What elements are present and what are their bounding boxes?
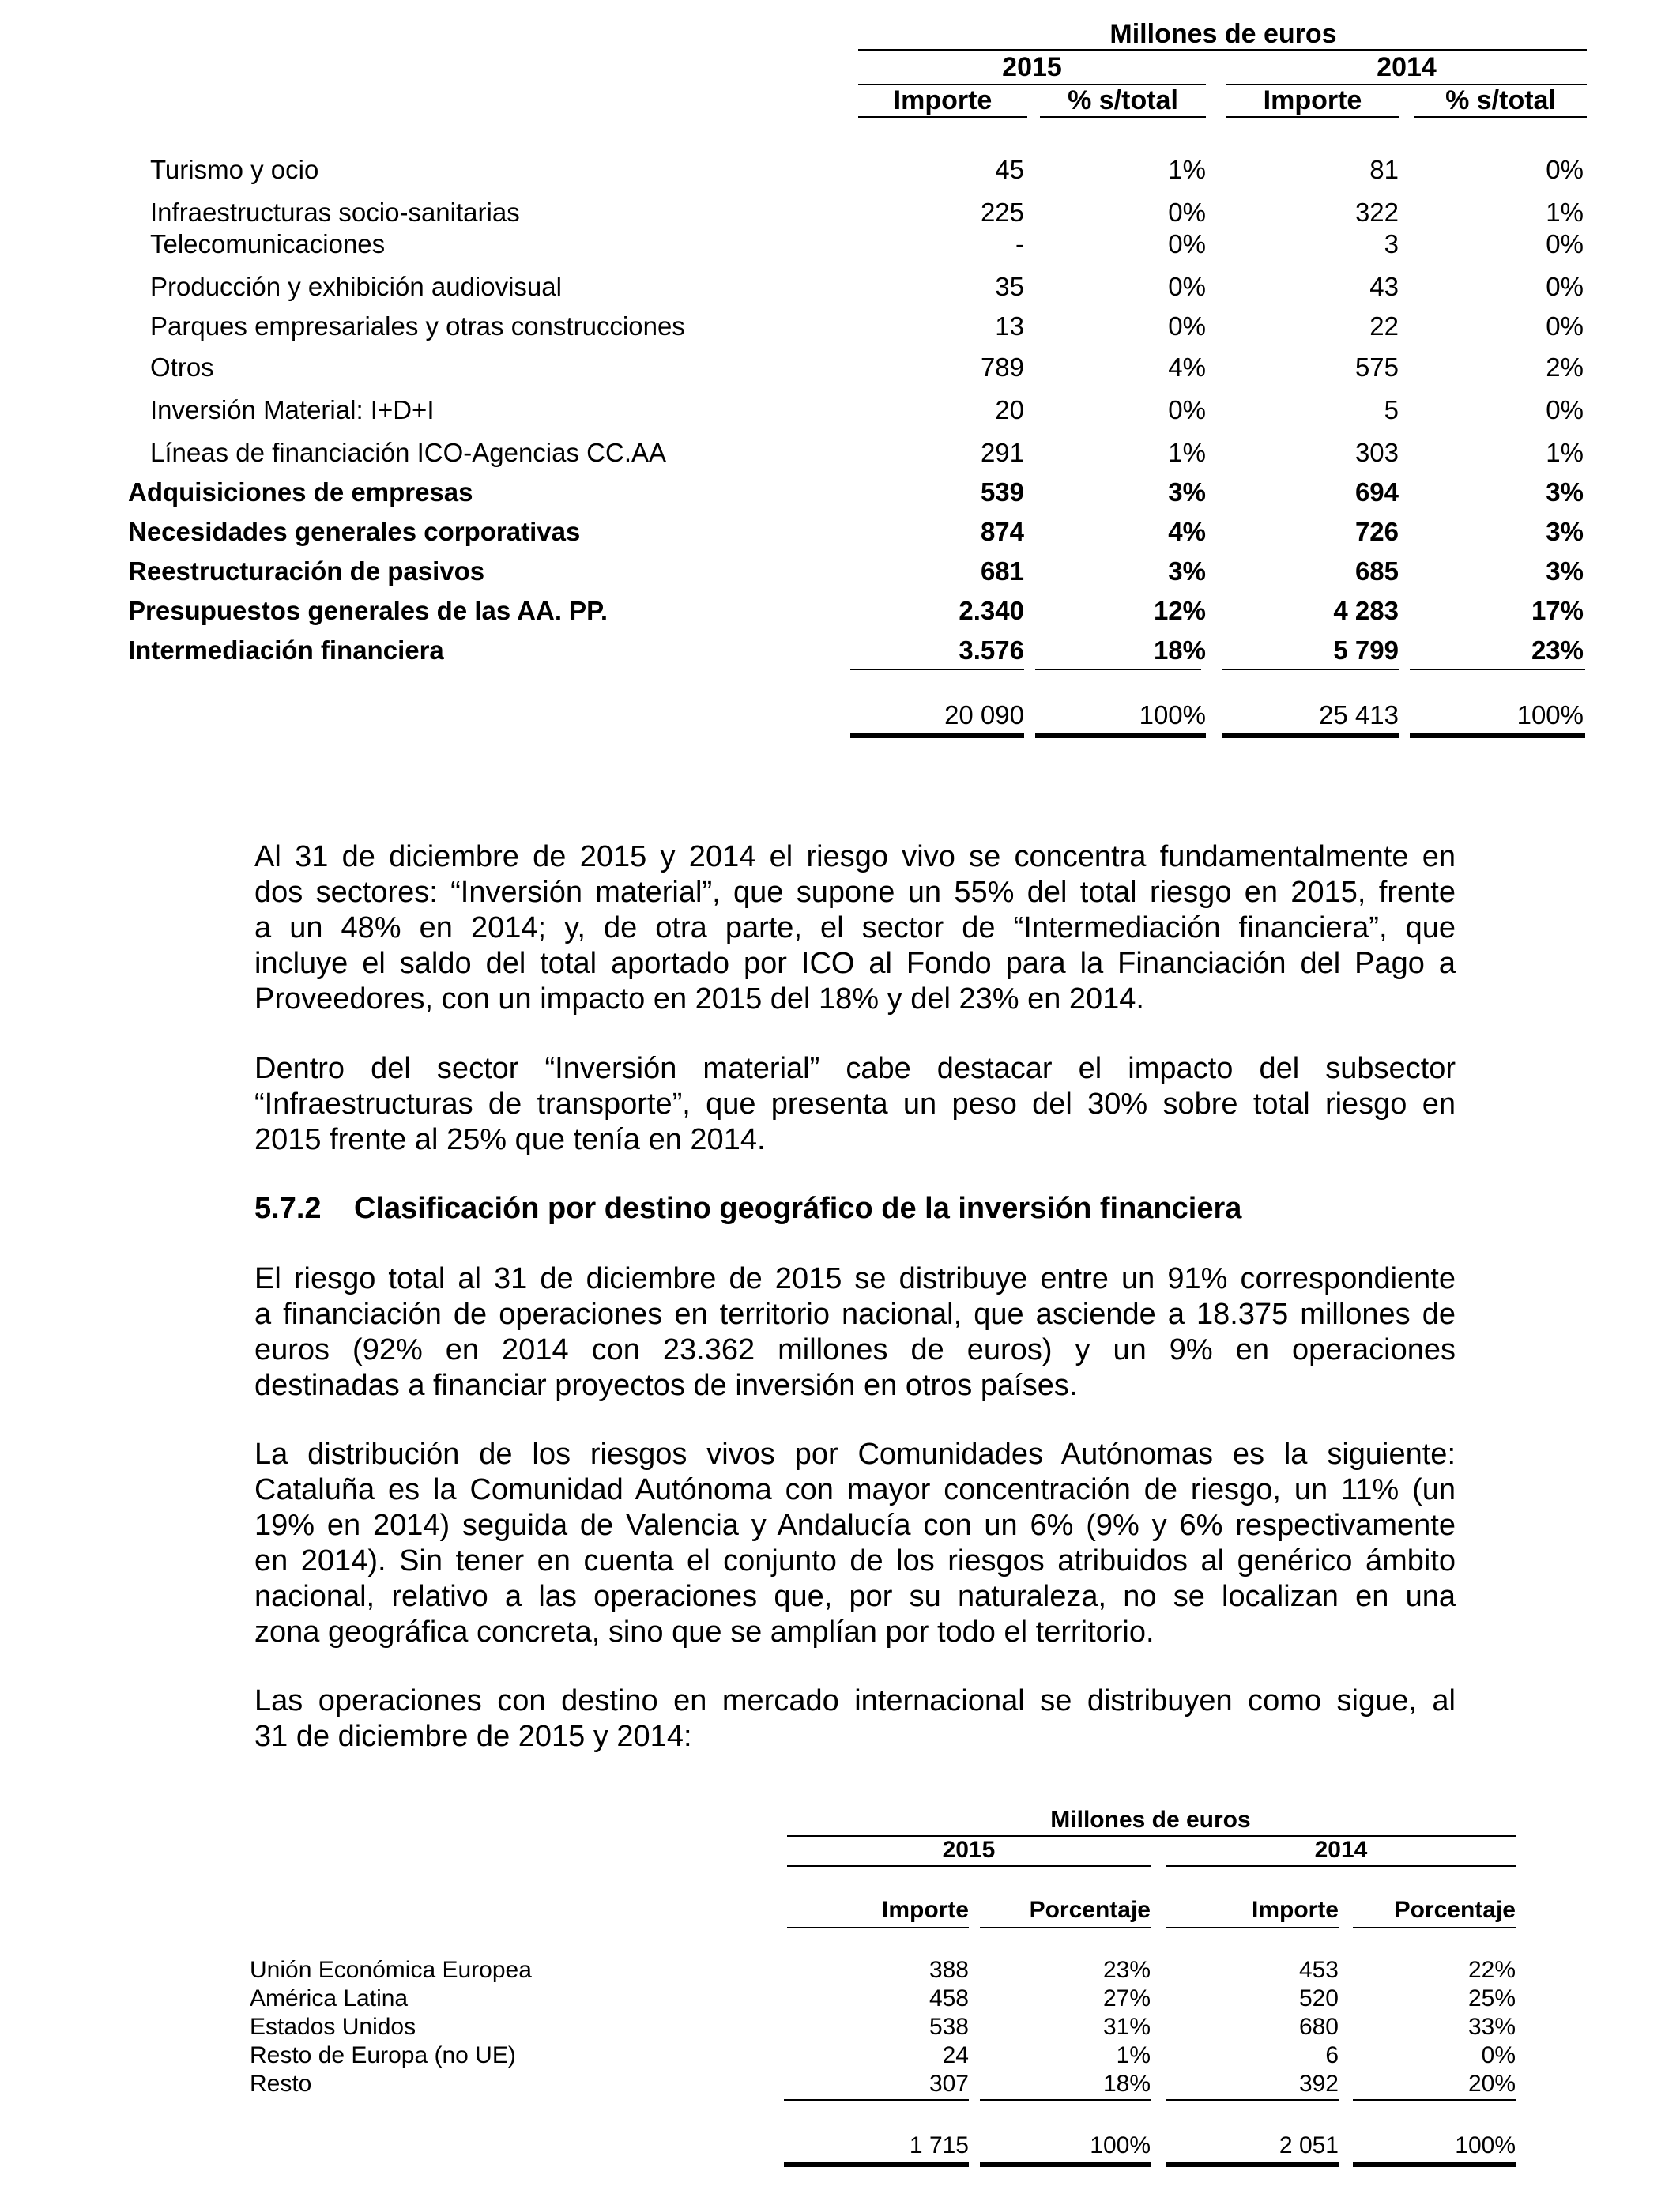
cell-importe-2014: 5 [1384, 395, 1399, 424]
cell-importe-2014: 680 [1298, 2014, 1339, 2040]
paragraph-line: Al 31 de diciembre de 2015 y 2014 el riesgo vivo se concentra fundamentalmente en [254, 840, 1456, 873]
table1-subtotal-rule [1222, 669, 1399, 670]
cell-importe-2015: 681 [980, 556, 1024, 586]
total-importe-2015: 20 090 [944, 700, 1024, 729]
cell-importe-2015: 35 [995, 272, 1024, 301]
table1-total-row [0, 700, 1680, 732]
cell-importe-2015: 539 [980, 477, 1024, 507]
section-heading [254, 1192, 1241, 1226]
cell-importe-2014: 520 [1298, 1985, 1339, 2011]
table2-col-rule [1353, 1927, 1516, 1928]
cell-pct-2014: 25% [1467, 1985, 1516, 2011]
cell-pct-2015: 31% [1102, 2014, 1151, 2040]
table1-col-importe-2015: Importe [893, 85, 993, 115]
table2-year-rule-2014 [1166, 1865, 1516, 1867]
paragraph-internacional [254, 1683, 1456, 1755]
cell-pct-2015: 18% [1153, 635, 1206, 665]
paragraph-line: El riesgo total al 31 de diciembre de 2015 se distribuye entre un 91% correspondiente [254, 1262, 1456, 1295]
cell-importe-2015: 3.576 [959, 635, 1024, 665]
row-label: Resto [250, 2071, 312, 2097]
cell-importe-2015: 388 [929, 1957, 969, 1983]
cell-importe-2014: 694 [1354, 477, 1399, 507]
paragraph-line: incluye el saldo del total aportado por ICO al Fondo para la Financiación del Pago a [254, 947, 1456, 980]
table-row [0, 477, 1680, 509]
cell-importe-2014: 81 [1369, 155, 1399, 184]
table1-col-pct-2015: % s/total [1068, 85, 1178, 115]
cell-pct-2015: 0% [1168, 311, 1206, 341]
cell-importe-2014: 685 [1354, 556, 1399, 586]
table1-year-2014: 2014 [1377, 52, 1437, 82]
table-row [0, 272, 1680, 303]
cell-importe-2014: 4 283 [1333, 596, 1399, 625]
cell-pct-2015: 3% [1168, 477, 1206, 507]
total-pct-2015: 100% [1139, 700, 1206, 729]
cell-importe-2014: 453 [1298, 1957, 1339, 1983]
table-row [0, 517, 1680, 548]
cell-pct-2015: 4% [1168, 517, 1206, 546]
table-row [0, 596, 1680, 628]
cell-pct-2014: 0% [1546, 229, 1584, 258]
paragraph-line: Dentro del sector “Inversión material” cabe destacar el impacto del subsector [254, 1052, 1456, 1085]
table2-subtotal-rule [980, 2099, 1151, 2101]
cell-importe-2014: 726 [1354, 517, 1399, 546]
row-label: Otros [150, 352, 214, 382]
table-row [0, 352, 1680, 384]
table1-subtotal-rule [1410, 669, 1585, 670]
table2-subtotal-rule [1166, 2099, 1339, 2101]
table-row [0, 635, 1680, 667]
table1-total-rule [1035, 733, 1206, 743]
table2-year-2015: 2015 [942, 1837, 996, 1863]
paragraph-line: La distribución de los riesgos vivos por Comunidades Autónomas es la siguiente: [254, 1438, 1456, 1471]
table2-subtotal-rule [1353, 2099, 1516, 2101]
row-label: Unión Económica Europea [250, 1957, 532, 1983]
table1-col-rule [1414, 116, 1587, 118]
cell-importe-2015: 225 [980, 198, 1024, 227]
table2-total-rule [1353, 2162, 1516, 2172]
cell-pct-2014: 23% [1531, 635, 1584, 665]
cell-pct-2015: 0% [1168, 272, 1206, 301]
cell-pct-2014: 0% [1546, 395, 1584, 424]
total-importe-2015: 1 715 [909, 2132, 969, 2158]
paragraph-line: 31 de diciembre de 2015 y 2014: [254, 1720, 692, 1753]
row-label: Estados Unidos [250, 2014, 416, 2040]
table2-total-rule [980, 2162, 1151, 2172]
cell-pct-2015: 1% [1116, 2042, 1151, 2068]
table1-subtotal-rule [850, 669, 1024, 670]
cell-pct-2014: 0% [1481, 2042, 1516, 2068]
cell-pct-2015: 1% [1168, 155, 1206, 184]
cell-importe-2015: 45 [995, 155, 1024, 184]
cell-importe-2015: 458 [929, 1985, 969, 2011]
table2-title: Millones de euros [1050, 1807, 1251, 1833]
cell-pct-2015: 1% [1168, 438, 1206, 467]
table2-col-importe-2014: Importe [1251, 1897, 1339, 1923]
section-title: Clasificación por destino geográfico de la inversión financiera [354, 1192, 1242, 1225]
cell-importe-2015: 307 [929, 2071, 969, 2097]
table2-total-rule [1166, 2162, 1339, 2172]
cell-pct-2015: 27% [1102, 1985, 1151, 2011]
row-label: Parques empresariales y otras construcciones [150, 311, 685, 341]
table1-col-pct-2014: % s/total [1445, 85, 1556, 115]
cell-pct-2014: 17% [1531, 596, 1584, 625]
cell-pct-2015: 18% [1102, 2071, 1151, 2097]
cell-pct-2014: 3% [1546, 477, 1584, 507]
cell-pct-2014: 20% [1467, 2071, 1516, 2097]
cell-pct-2015: 4% [1168, 352, 1206, 382]
cell-importe-2014: 43 [1369, 272, 1399, 301]
table2-year-rule-2015 [787, 1865, 1151, 1867]
cell-importe-2015: 13 [995, 311, 1024, 341]
row-label: Necesidades generales corporativas [128, 517, 581, 546]
table-row [0, 198, 1680, 229]
table-row [0, 2014, 1680, 2042]
paragraph-line: Las operaciones con destino en mercado internacional se distribuyen como sigue, al [254, 1684, 1456, 1717]
cell-pct-2014: 1% [1546, 198, 1584, 227]
paragraph-comunidades [254, 1437, 1456, 1650]
table2-col-pct-2015: Porcentaje [1029, 1897, 1151, 1923]
table2-subtotal-rule [784, 2099, 969, 2101]
paragraph-line: Cataluña es la Comunidad Autónoma con mayor concentración de riesgo, un 11% (un [254, 1473, 1456, 1506]
table-row [0, 311, 1680, 343]
table1-col-rule [1226, 116, 1399, 118]
table1-title-rule [858, 49, 1587, 51]
paragraph-line: a un 48% en 2014; y, de otra parte, el sector de “Intermediación financiera”, que [254, 911, 1456, 944]
paragraph-line: 2015 frente al 25% que tenía en 2014. [254, 1123, 766, 1156]
table1-col-importe-2014: Importe [1263, 85, 1362, 115]
cell-importe-2015: 291 [980, 438, 1024, 467]
cell-pct-2014: 22% [1467, 1957, 1516, 1983]
table-row [0, 1957, 1680, 1985]
cell-importe-2015: 874 [980, 517, 1024, 546]
total-pct-2015: 100% [1090, 2132, 1151, 2158]
row-label: Adquisiciones de empresas [128, 477, 473, 507]
cell-pct-2014: 33% [1467, 2014, 1516, 2040]
cell-importe-2015: - [1015, 229, 1024, 258]
cell-pct-2014: 1% [1546, 438, 1584, 467]
cell-importe-2015: 538 [929, 2014, 969, 2040]
paragraph-riesgo-vivo [254, 839, 1456, 1017]
cell-pct-2014: 0% [1546, 272, 1584, 301]
cell-importe-2014: 6 [1325, 2042, 1339, 2068]
cell-pct-2015: 12% [1153, 596, 1206, 625]
cell-pct-2015: 23% [1102, 1957, 1151, 1983]
cell-importe-2014: 3 [1384, 229, 1399, 258]
table1-title: Millones de euros [1109, 19, 1337, 49]
cell-importe-2015: 789 [980, 352, 1024, 382]
cell-importe-2014: 303 [1354, 438, 1399, 467]
paragraph-line: zona geográfica concreta, sino que se amplían por todo el territorio. [254, 1615, 1155, 1649]
row-label: Resto de Europa (no UE) [250, 2042, 516, 2068]
row-label: Infraestructuras socio-sanitarias [150, 198, 520, 227]
table2-year-2014: 2014 [1314, 1837, 1368, 1863]
paragraph-line: en 2014). Sin tener en cuenta el conjunto de los riesgos atribuidos al genérico ámbito [254, 1544, 1456, 1578]
table1-total-rule [1222, 733, 1399, 743]
cell-pct-2014: 3% [1546, 556, 1584, 586]
table2-col-pct-2014: Porcentaje [1394, 1897, 1516, 1923]
table-row [0, 2071, 1680, 2099]
paragraph-line: 19% en 2014) seguida de Valencia y Andalucía con un 6% (9% y 6% respectivamente [254, 1509, 1456, 1542]
row-label: Telecomunicaciones [150, 229, 386, 258]
paragraph-line: “Infraestructuras de transporte”, que presenta un peso del 30% sobre total riesgo en [254, 1088, 1456, 1121]
table-row [0, 2042, 1680, 2071]
table2-col-rule [1166, 1927, 1339, 1928]
cell-importe-2014: 322 [1354, 198, 1399, 227]
table-row [0, 229, 1680, 261]
table1-total-rule [850, 733, 1024, 743]
row-label: América Latina [250, 1985, 409, 2011]
paragraph-line: a financiación de operaciones en territorio nacional, que asciende a 18.375 millones de [254, 1298, 1456, 1331]
row-label: Presupuestos generales de las AA. PP. [128, 596, 608, 625]
cell-pct-2015: 0% [1168, 198, 1206, 227]
total-importe-2014: 25 413 [1319, 700, 1399, 729]
cell-importe-2015: 20 [995, 395, 1024, 424]
cell-importe-2014: 575 [1354, 352, 1399, 382]
table-row [0, 155, 1680, 187]
cell-pct-2014: 2% [1546, 352, 1584, 382]
table-row [0, 556, 1680, 588]
cell-pct-2015: 0% [1168, 229, 1206, 258]
table2-total-rule [784, 2162, 969, 2172]
cell-pct-2014: 0% [1546, 155, 1584, 184]
table2-col-importe-2015: Importe [881, 1897, 969, 1923]
cell-importe-2015: 24 [942, 2042, 969, 2068]
total-pct-2014: 100% [1516, 700, 1584, 729]
cell-pct-2014: 0% [1546, 311, 1584, 341]
section-number: 5.7.2 [254, 1192, 322, 1225]
cell-importe-2014: 392 [1298, 2071, 1339, 2097]
paragraph-line: destinadas a financiar proyectos de inversión en otros países. [254, 1369, 1078, 1402]
table1-col-rule [1040, 116, 1206, 118]
row-label: Líneas de financiación ICO-Agencias CC.AA [150, 438, 667, 467]
cell-pct-2015: 0% [1168, 395, 1206, 424]
paragraph-line: dos sectores: “Inversión material”, que supone un 55% del total riesgo en 2015, frente [254, 876, 1456, 909]
table1-subtotal-rule [1035, 669, 1201, 670]
paragraph-line: euros (92% en 2014 con 23.362 millones de euros) y un 9% en operaciones [254, 1333, 1456, 1367]
cell-pct-2014: 3% [1546, 517, 1584, 546]
row-label: Reestructuración de pasivos [128, 556, 485, 586]
total-pct-2014: 100% [1455, 2132, 1516, 2158]
table1-total-rule [1410, 733, 1585, 743]
cell-importe-2015: 2.340 [959, 596, 1024, 625]
table1-col-rule [858, 116, 1027, 118]
table-row [0, 1985, 1680, 2014]
row-label: Intermediación financiera [128, 635, 444, 665]
table2-col-rule [787, 1927, 969, 1928]
table2-col-rule [980, 1927, 1151, 1928]
cell-pct-2015: 3% [1168, 556, 1206, 586]
table2-total-row [0, 2132, 1680, 2161]
row-label: Inversión Material: I+D+I [150, 395, 435, 424]
paragraph-line: nacional, relativo a las operaciones que, por su naturaleza, no se localizan en una [254, 1580, 1456, 1613]
paragraph-line: Proveedores, con un impacto en 2015 del 18% y del 23% en 2014. [254, 982, 1144, 1016]
row-label: Turismo y ocio [150, 155, 319, 184]
cell-importe-2014: 5 799 [1333, 635, 1399, 665]
table-row [0, 438, 1680, 469]
total-importe-2014: 2 051 [1279, 2132, 1339, 2158]
row-label: Producción y exhibición audiovisual [150, 272, 562, 301]
paragraph-inversion-material [254, 1051, 1456, 1158]
table1-year-2015: 2015 [1002, 52, 1062, 82]
cell-importe-2014: 22 [1369, 311, 1399, 341]
paragraph-riesgo-total [254, 1261, 1456, 1404]
table-row [0, 395, 1680, 427]
